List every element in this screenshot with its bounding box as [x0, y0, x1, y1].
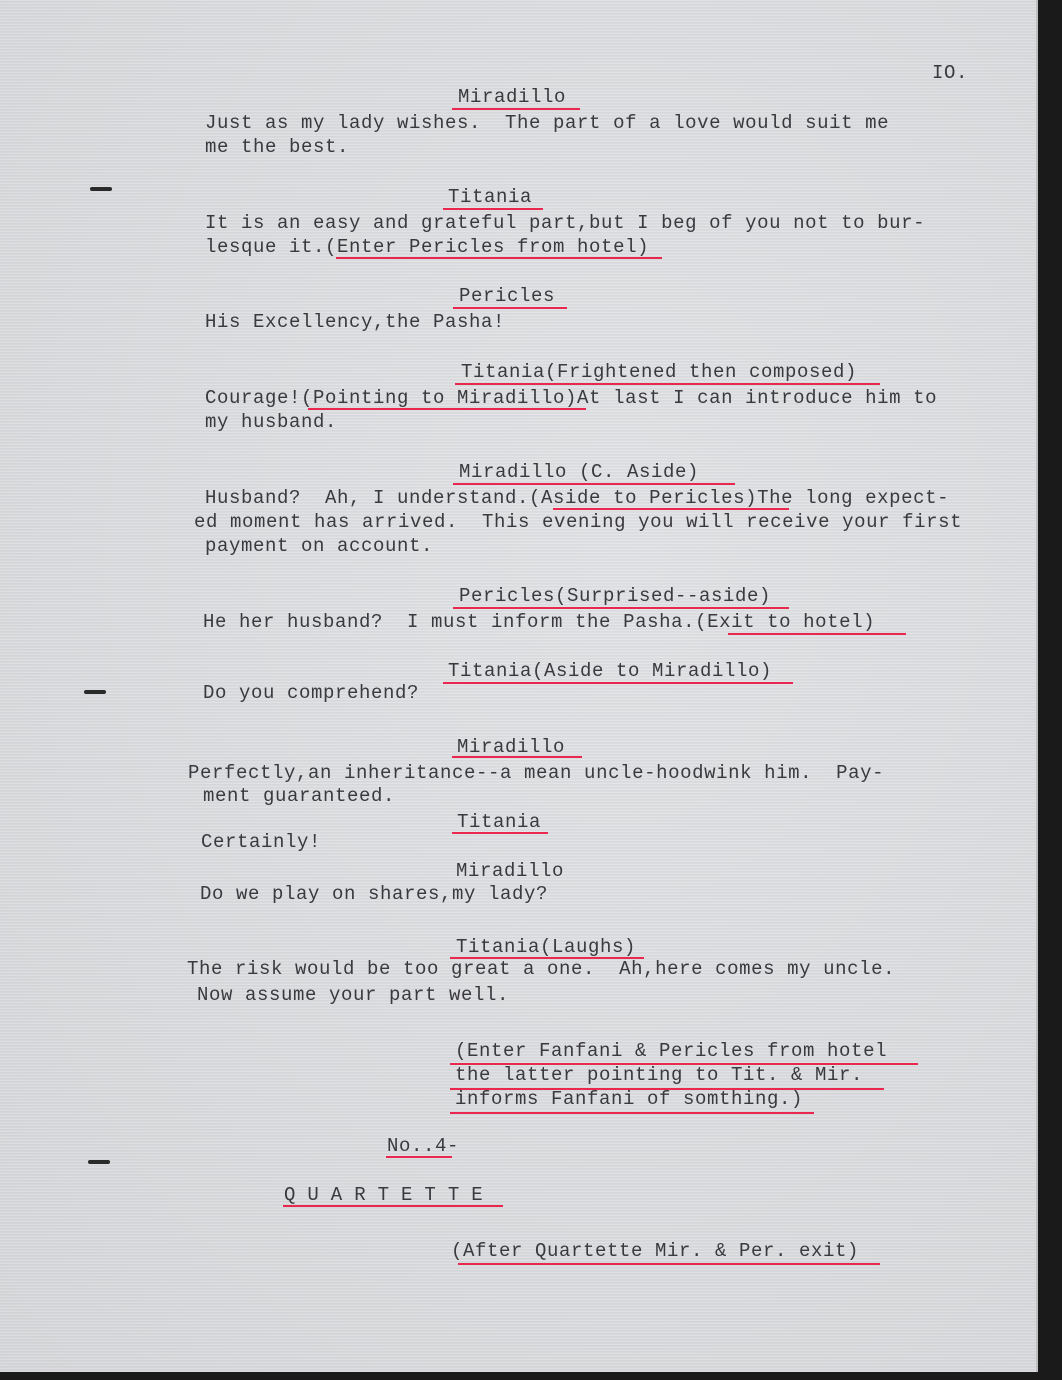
dialogue-line: Do we play on shares,my lady? [200, 883, 549, 905]
red-underline [336, 257, 662, 259]
speaker-name: Pericles [459, 285, 556, 307]
speaker-name: Titania(Frightened then composed) [461, 361, 858, 383]
red-underline [450, 1112, 814, 1114]
binding-mark [90, 187, 112, 191]
dialogue-line: my husband. [205, 411, 338, 433]
red-underline [455, 383, 880, 385]
stage-direction: informs Fanfani of somthing.) [455, 1088, 804, 1110]
red-underline [443, 208, 543, 210]
red-underline [452, 108, 580, 110]
dialogue-line: payment on account. [205, 535, 434, 557]
dialogue-line: He her husband? I must inform the Pasha.(Exit to hotel) [203, 611, 876, 633]
speaker-name: Pericles(Surprised--aside) [459, 585, 772, 607]
number-label: No..4- [387, 1135, 460, 1157]
speaker-name: Miradillo [458, 86, 567, 108]
red-underline [458, 1263, 880, 1265]
speaker-name: Titania [457, 811, 542, 833]
speaker-name: Miradillo [456, 860, 565, 882]
speaker-name: Titania(Laughs) [456, 936, 637, 958]
speaker-name: Miradillo [457, 736, 566, 758]
stage-direction: the latter pointing to Tit. & Mir. [455, 1064, 864, 1086]
dialogue-line: His Excellency,the Pasha! [205, 311, 506, 333]
dialogue-line: me the best. [205, 136, 350, 158]
stage-direction: (Enter Fanfani & Pericles from hotel [455, 1040, 888, 1062]
red-underline [452, 756, 582, 758]
dialogue-line: Perfectly,an inheritance--a mean uncle-hoodwink him. Pay- [188, 762, 885, 784]
red-underline [386, 1156, 452, 1158]
dialogue-line: It is an easy and grateful part,but I beg of you not to bur- [205, 212, 926, 234]
dialogue-line: Certainly! [201, 831, 322, 853]
dialogue-line: ed moment has arrived. This evening you will receive your first [194, 511, 963, 533]
dialogue-line: Just as my lady wishes. The part of a love would suit me [205, 112, 890, 134]
dialogue-line: Now assume your part well. [197, 984, 510, 1006]
dialogue-line: Do you comprehend? [203, 682, 420, 704]
red-underline [453, 483, 735, 485]
page-number: IO. [932, 62, 969, 84]
stage-direction: (After Quartette Mir. & Per. exit) [451, 1240, 860, 1262]
red-underline [443, 682, 793, 684]
speaker-name: Titania [448, 186, 533, 208]
dialogue-line: lesque it.(Enter Pericles from hotel) [205, 236, 650, 258]
dialogue-line: ment guaranteed. [203, 785, 396, 807]
red-underline [453, 607, 789, 609]
dialogue-line: The risk would be too great a one. Ah,here comes my uncle. [187, 958, 896, 980]
red-underline [283, 1205, 503, 1207]
binding-mark [88, 1160, 110, 1164]
dialogue-line: Courage!(Pointing to Miradillo)At last I can introduce him to [205, 387, 938, 409]
section-heading: Q U A R T E T T E [284, 1184, 483, 1206]
red-underline [728, 633, 906, 635]
red-underline [553, 508, 789, 510]
speaker-name: Miradillo (C. Aside) [459, 461, 700, 483]
binding-mark [84, 690, 106, 694]
speaker-name: Titania(Aside to Miradillo) [448, 660, 773, 682]
red-underline [308, 408, 586, 410]
red-underline [453, 307, 567, 309]
dialogue-line: Husband? Ah, I understand.(Aside to Pericles)The long expect- [205, 487, 950, 509]
red-underline [452, 832, 548, 834]
